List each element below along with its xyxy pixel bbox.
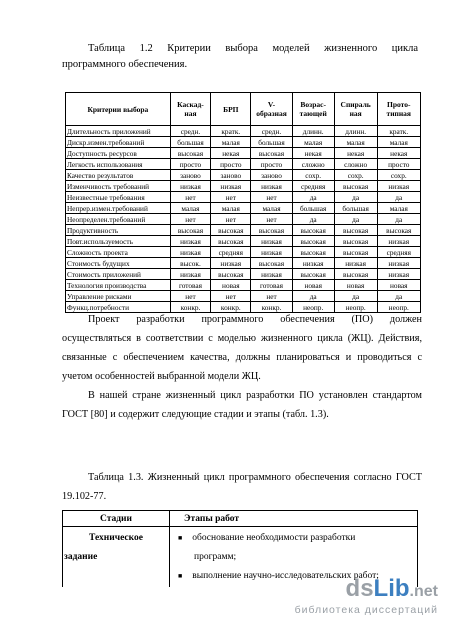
criterion-value: да bbox=[377, 192, 420, 203]
paragraph-gost: В нашей стране жизненный цикл разработки ПО установлен стандартом ГОСТ [80] и содержит следующие стадии и этапы (табл. 1.3). bbox=[62, 390, 422, 420]
criterion-value: высокая bbox=[251, 148, 292, 159]
bullet-icon: ■ bbox=[178, 534, 183, 542]
criterion-value: просто bbox=[377, 159, 420, 170]
criterion-value: низкая bbox=[292, 258, 334, 269]
criterion-value: конкр. bbox=[211, 302, 251, 313]
criterion-value: большая bbox=[170, 137, 210, 148]
criteria-row bbox=[66, 214, 421, 225]
criterion-value: нет bbox=[251, 214, 292, 225]
criterion-value: да bbox=[334, 291, 377, 302]
criterion-value: нет bbox=[170, 214, 210, 225]
criterion-value: новая bbox=[292, 280, 334, 291]
criterion-value: конкр. bbox=[170, 302, 210, 313]
criteria-table-body bbox=[66, 126, 421, 313]
criteria-row bbox=[66, 159, 421, 170]
stages-header-row bbox=[63, 511, 418, 527]
criterion-value: длинн. bbox=[334, 126, 377, 137]
criteria-row bbox=[66, 247, 421, 258]
criterion-value: новая bbox=[211, 280, 251, 291]
criterion-value: низкая bbox=[170, 269, 210, 280]
criterion-value: большая bbox=[334, 203, 377, 214]
criterion-value: высокая bbox=[334, 225, 377, 236]
paragraph-lifecycle-model: Проект разработки программного обеспечения (ПО) должен осуществляться в соответствии с моделью жизненного цикла (ЖЦ). Действия, связанные с обеспечением качества, должны планироваться и проводиться с учетом особенностей выбранной модели ЖЦ. bbox=[62, 314, 422, 382]
criterion-value: малая bbox=[334, 137, 377, 148]
header-works: Этапы работ bbox=[170, 511, 418, 527]
criteria-row bbox=[66, 269, 421, 280]
header-incremental: Возрас- тающей bbox=[292, 93, 334, 126]
criterion-value: неопр. bbox=[292, 302, 334, 313]
header-prototype: Прото- типная bbox=[377, 93, 420, 126]
criterion-value: высокая bbox=[170, 225, 210, 236]
criterion-name: Изменчивость требований bbox=[66, 181, 171, 192]
criterion-value: высокая bbox=[377, 225, 420, 236]
criterion-value: низкая bbox=[377, 236, 420, 247]
criterion-value: высокая bbox=[292, 247, 334, 258]
criterion-name: Управление рисками bbox=[66, 291, 171, 302]
criterion-name: Качество результатов bbox=[66, 170, 171, 181]
criterion-value: нет bbox=[170, 291, 210, 302]
criterion-value: низкая bbox=[334, 258, 377, 269]
criteria-row bbox=[66, 126, 421, 137]
work-item: ■ обоснование необходимости разработки bbox=[178, 533, 356, 543]
criterion-value: высокая bbox=[334, 247, 377, 258]
criterion-name: Непрер.измен.требований bbox=[66, 203, 171, 214]
criterion-value: нет bbox=[170, 192, 210, 203]
criterion-value: низкая bbox=[251, 247, 292, 258]
header-waterfall: Каскад- ная bbox=[170, 93, 210, 126]
criterion-name: Повт.используемость bbox=[66, 236, 171, 247]
criterion-value: да bbox=[334, 192, 377, 203]
criterion-value: низкая bbox=[170, 236, 210, 247]
table1-caption-line2: программного обеспечения. bbox=[62, 59, 188, 70]
criterion-value: высокая bbox=[211, 269, 251, 280]
bullet-icon: ■ bbox=[178, 572, 183, 580]
criterion-value: нет bbox=[251, 291, 292, 302]
criterion-name: Неизвестные требования bbox=[66, 192, 171, 203]
header-stages: Стадии bbox=[63, 511, 170, 527]
criterion-value: низкая bbox=[377, 269, 420, 280]
criterion-value: сложно bbox=[292, 159, 334, 170]
criterion-value: высокая bbox=[251, 225, 292, 236]
criteria-table-header-row bbox=[66, 93, 421, 126]
criterion-value: конкр. bbox=[251, 302, 292, 313]
criterion-value: нет bbox=[211, 214, 251, 225]
criterion-value: малая bbox=[377, 137, 420, 148]
criterion-value: да bbox=[292, 291, 334, 302]
criterion-value: средн. bbox=[251, 126, 292, 137]
criterion-value: просто bbox=[211, 159, 251, 170]
criterion-value: да bbox=[292, 214, 334, 225]
criterion-name: Стоимость будущих bbox=[66, 258, 171, 269]
criterion-value: да bbox=[334, 214, 377, 225]
criterion-value: сохр. bbox=[292, 170, 334, 181]
criterion-value: просто bbox=[251, 159, 292, 170]
criterion-value: низкая bbox=[251, 181, 292, 192]
table1-caption-line1: Таблица 1.2 Критерии выбора моделей жизненного цикла bbox=[88, 43, 418, 54]
criterion-value: нет bbox=[211, 291, 251, 302]
header-spiral: Спираль ная bbox=[334, 93, 377, 126]
criterion-name: Функц.потребности bbox=[66, 302, 171, 313]
criteria-row bbox=[66, 148, 421, 159]
header-rad: БРП bbox=[211, 93, 251, 126]
criterion-value: низкая bbox=[251, 236, 292, 247]
criterion-name: Дискр.измен.требований bbox=[66, 137, 171, 148]
criterion-value: малая bbox=[170, 203, 210, 214]
criterion-value: высокая bbox=[334, 181, 377, 192]
criterion-value: низкая bbox=[377, 258, 420, 269]
criterion-value: кратк. bbox=[211, 126, 251, 137]
criterion-name: Неопределен.требований bbox=[66, 214, 171, 225]
criterion-value: да bbox=[377, 291, 420, 302]
criterion-value: низкая bbox=[377, 181, 420, 192]
dslib-logo[interactable]: dsLib.net bbox=[345, 575, 438, 602]
criteria-row bbox=[66, 170, 421, 181]
criterion-value: низкая bbox=[251, 269, 292, 280]
criterion-value: заново bbox=[251, 170, 292, 181]
criterion-value: высокая bbox=[292, 269, 334, 280]
criterion-name: Технология производства bbox=[66, 280, 171, 291]
criterion-value: готовая bbox=[170, 280, 210, 291]
table2-caption: Таблица 1.3. Жизненный цикл программного обеспечения согласно ГОСТ 19.102-77. bbox=[62, 472, 422, 502]
criterion-value: большая bbox=[292, 203, 334, 214]
criterion-value: некая bbox=[377, 148, 420, 159]
criterion-value: да bbox=[292, 192, 334, 203]
criterion-value: сохр. bbox=[334, 170, 377, 181]
criteria-row bbox=[66, 291, 421, 302]
criterion-value: кратк. bbox=[377, 126, 420, 137]
criteria-row bbox=[66, 192, 421, 203]
criterion-name: Доступность ресурсов bbox=[66, 148, 171, 159]
header-criteria: Критерии выбора bbox=[66, 93, 171, 126]
header-v-model: V- образная bbox=[251, 93, 292, 126]
criterion-value: средняя bbox=[377, 247, 420, 258]
criterion-value: заново bbox=[170, 170, 210, 181]
criteria-row bbox=[66, 137, 421, 148]
criterion-value: неопр. bbox=[334, 302, 377, 313]
criterion-value: малая bbox=[251, 203, 292, 214]
criterion-value: просто bbox=[170, 159, 210, 170]
criterion-value: высок. bbox=[170, 258, 210, 269]
criterion-value: средн. bbox=[170, 126, 210, 137]
criterion-value: да bbox=[377, 214, 420, 225]
criterion-value: новая bbox=[334, 280, 377, 291]
criterion-value: малая bbox=[292, 137, 334, 148]
criterion-value: высокая bbox=[292, 236, 334, 247]
criterion-value: длинн. bbox=[292, 126, 334, 137]
criteria-row bbox=[66, 203, 421, 214]
criterion-value: нет bbox=[211, 192, 251, 203]
criterion-value: низкая bbox=[170, 247, 210, 258]
watermark-subtitle: библиотека диссертаций bbox=[294, 604, 438, 616]
criterion-value: малая bbox=[211, 203, 251, 214]
criterion-value: средняя bbox=[211, 247, 251, 258]
criterion-value: новая bbox=[377, 280, 420, 291]
criteria-row bbox=[66, 181, 421, 192]
work-item: ■ выполнение научно-исследовательских работ; bbox=[178, 571, 379, 581]
criterion-value: сохр. bbox=[377, 170, 420, 181]
criterion-value: высокая bbox=[334, 236, 377, 247]
criterion-value: некая bbox=[211, 148, 251, 159]
criterion-value: малая bbox=[377, 203, 420, 214]
watermark bbox=[295, 577, 438, 616]
criterion-name: Стоимость приложений bbox=[66, 269, 171, 280]
criterion-value: средняя bbox=[292, 181, 334, 192]
criteria-row bbox=[66, 225, 421, 236]
criterion-value: сложно bbox=[334, 159, 377, 170]
criterion-value: высокая bbox=[211, 236, 251, 247]
criterion-value: некая bbox=[292, 148, 334, 159]
criteria-table bbox=[65, 92, 421, 313]
criterion-value: высокая bbox=[334, 269, 377, 280]
criterion-value: неопр. bbox=[377, 302, 420, 313]
criterion-value: высокая bbox=[170, 148, 210, 159]
stage-tech-spec: Техническое задание bbox=[63, 527, 170, 588]
criterion-value: нет bbox=[251, 192, 292, 203]
work-item-continuation: программ; bbox=[194, 552, 237, 562]
criterion-value: высокая bbox=[211, 225, 251, 236]
criterion-name: Длительность приложений bbox=[66, 126, 171, 137]
criterion-value: малая bbox=[211, 137, 251, 148]
criteria-row bbox=[66, 258, 421, 269]
criteria-row bbox=[66, 236, 421, 247]
criterion-name: Легкость использования bbox=[66, 159, 171, 170]
criterion-value: готовая bbox=[251, 280, 292, 291]
criterion-value: низкая bbox=[170, 181, 210, 192]
criterion-value: низкая bbox=[211, 181, 251, 192]
criterion-value: высокая bbox=[251, 258, 292, 269]
criterion-name: Сложность проекта bbox=[66, 247, 171, 258]
criterion-name: Продуктивность bbox=[66, 225, 171, 236]
criteria-row bbox=[66, 280, 421, 291]
criterion-value: большая bbox=[251, 137, 292, 148]
criterion-value: некая bbox=[334, 148, 377, 159]
criterion-value: заново bbox=[211, 170, 251, 181]
criterion-value: высокая bbox=[292, 225, 334, 236]
criterion-value: низкая bbox=[211, 258, 251, 269]
